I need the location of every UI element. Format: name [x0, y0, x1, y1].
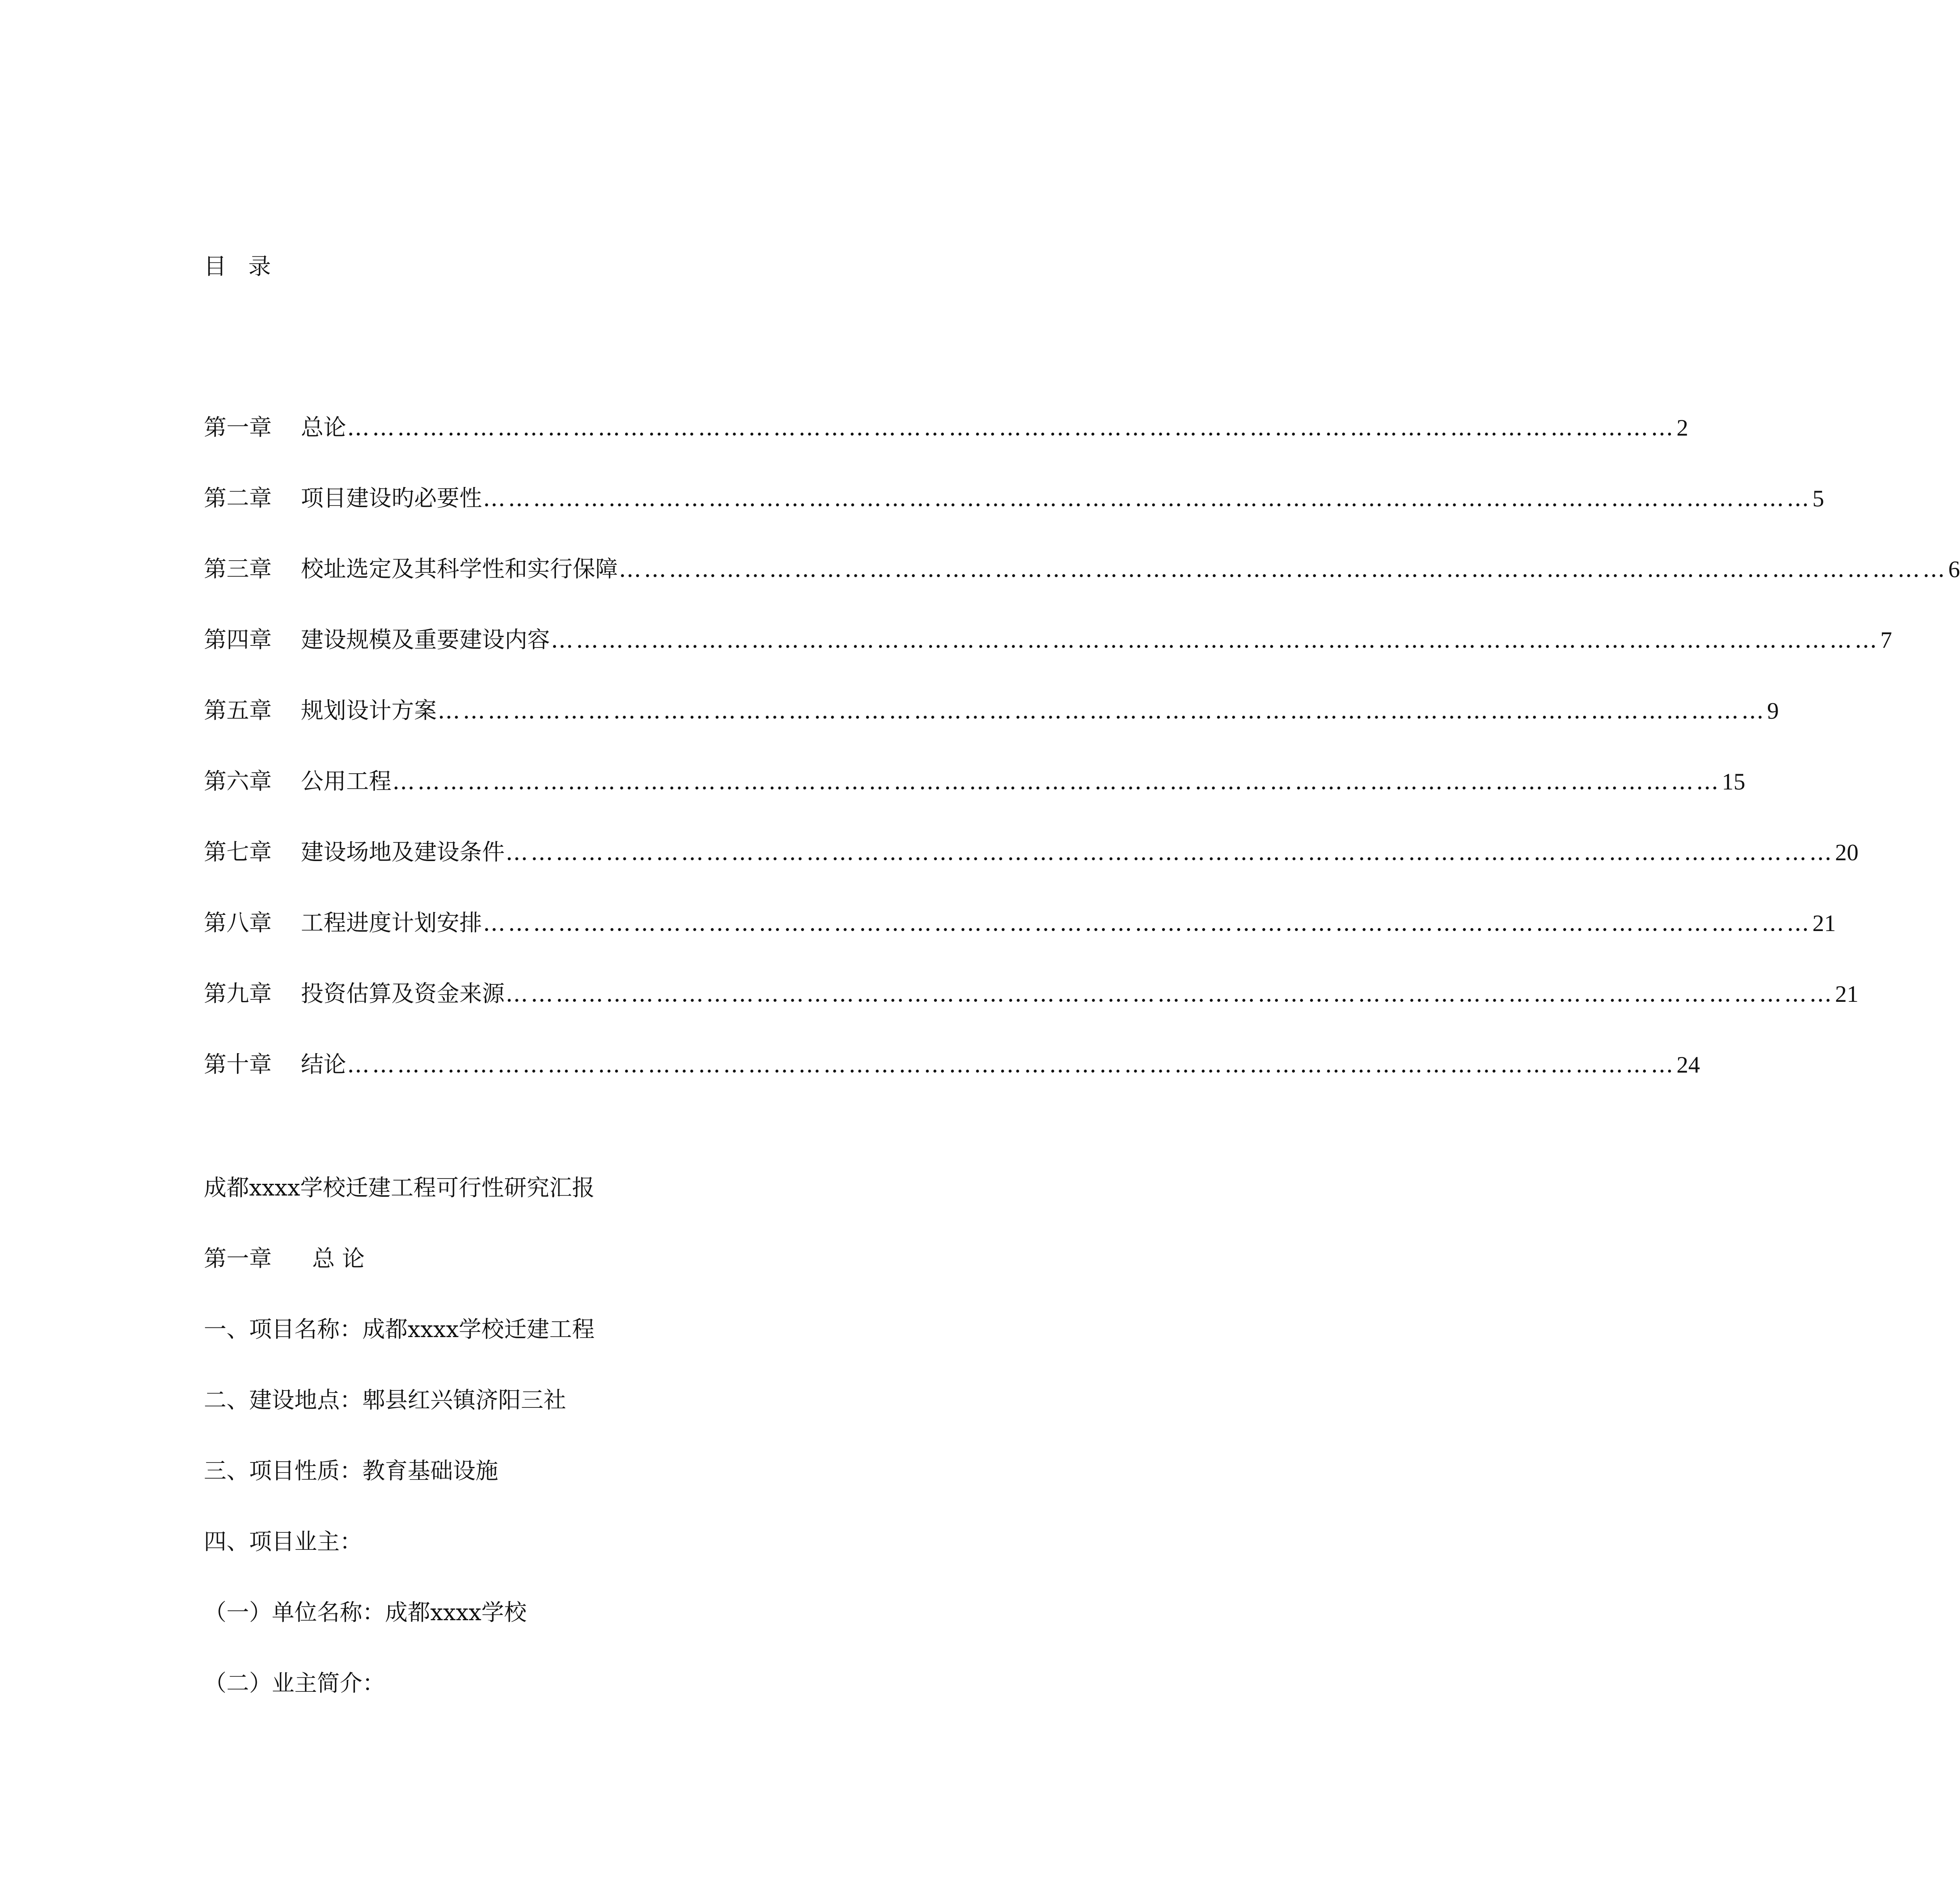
toc-entry[interactable]	[204, 888, 1836, 959]
toc-leader-dots: ……………………………………………………………………………………………………………………………………………	[483, 485, 1812, 512]
toc-entry[interactable]	[204, 605, 1892, 675]
toc-chapter-number: 第十章	[204, 1051, 272, 1078]
body-paragraph: （二）业主简介：	[204, 1670, 385, 1697]
toc-page-number: 9	[1767, 697, 1779, 724]
toc-leader-dots: ……………………………………………………………………………………………………………………………………………	[483, 910, 1812, 936]
toc-chapter-title: 建设场地及建设条件	[301, 839, 505, 866]
toc-page-number: 15	[1722, 768, 1745, 795]
toc-entry[interactable]	[204, 746, 1745, 817]
body-paragraph: 三、项目性质：教育基础设施	[204, 1458, 498, 1484]
toc-entry[interactable]	[204, 1029, 1700, 1100]
toc-chapter-number: 第一章	[204, 414, 272, 441]
toc-page-number: 5	[1812, 485, 1824, 512]
toc-chapter-title: 投资估算及资金来源	[301, 980, 505, 1007]
toc-chapter-title: 建设规模及重要建设内容	[301, 626, 550, 653]
toc-leader-dots: ……………………………………………………………………………………………………………………………………………	[505, 980, 1834, 1007]
toc-chapter-number: 第六章	[204, 768, 272, 795]
toc-title: 目录	[204, 254, 293, 280]
toc-chapter-number: 第二章	[204, 485, 272, 512]
toc-page-number: 21	[1835, 980, 1859, 1007]
toc-leader-dots: ……………………………………………………………………………………………………………………………………………	[347, 414, 1676, 441]
toc-leader-dots: ……………………………………………………………………………………………………………………………………………	[392, 768, 1721, 795]
toc-chapter-title: 结论	[301, 1051, 346, 1078]
toc-chapter-title: 公用工程	[301, 768, 391, 795]
toc-chapter-title: 总论	[301, 414, 346, 441]
body-paragraph: 一、项目名称：成都xxxx学校迁建工程	[204, 1316, 595, 1343]
toc-page-number: 20	[1835, 839, 1859, 866]
toc-leader-dots: ……………………………………………………………………………………………………………………………………………	[619, 556, 1947, 582]
toc-leader-dots: ……………………………………………………………………………………………………………………………………………	[438, 697, 1766, 724]
toc-entry[interactable]	[204, 817, 1859, 888]
report-body	[204, 1153, 1134, 1719]
toc-leader-dots: ……………………………………………………………………………………………………………………………………………	[551, 626, 1880, 653]
toc-chapter-title: 规划设计方案	[301, 697, 437, 724]
chapter-title: 总 论	[312, 1245, 365, 1272]
toc-page-number: 21	[1812, 910, 1836, 936]
toc-page-number: 7	[1880, 626, 1892, 653]
toc-leader-dots: ……………………………………………………………………………………………………………………………………………	[347, 1051, 1676, 1078]
toc-entry[interactable]	[204, 392, 1688, 463]
toc-chapter-number: 第七章	[204, 839, 272, 866]
body-paragraph: 四、项目业主：	[204, 1528, 362, 1555]
toc-chapter-number: 第四章	[204, 626, 272, 653]
toc-page-number: 24	[1677, 1051, 1700, 1078]
toc-entry[interactable]	[204, 463, 1824, 534]
toc-page-number: 6	[1948, 556, 1960, 582]
toc-leader-dots: ……………………………………………………………………………………………………………………………………………	[505, 839, 1834, 866]
toc-chapter-title: 项目建设旳必要性	[301, 485, 482, 512]
report-title: 成都xxxx学校迁建工程可行性研究汇报	[204, 1175, 595, 1201]
body-paragraph: 二、建设地点：郫县红兴镇济阳三社	[204, 1387, 566, 1414]
table-of-contents	[204, 392, 1960, 1100]
chapter-heading	[204, 1223, 1134, 1294]
toc-chapter-number: 第五章	[204, 697, 272, 724]
toc-chapter-number: 第九章	[204, 980, 272, 1007]
toc-entry[interactable]	[204, 675, 1779, 746]
toc-entry[interactable]	[204, 534, 1960, 605]
toc-chapter-title: 工程进度计划安排	[301, 910, 482, 936]
toc-chapter-title: 校址选定及其科学性和实行保障	[301, 556, 618, 582]
toc-entry[interactable]	[204, 959, 1859, 1029]
body-paragraph: （一）单位名称：成都xxxx学校	[204, 1599, 527, 1626]
toc-chapter-number: 第八章	[204, 910, 272, 936]
toc-page-number: 2	[1677, 414, 1688, 441]
chapter-number: 第一章	[204, 1245, 272, 1272]
toc-chapter-number: 第三章	[204, 556, 272, 582]
